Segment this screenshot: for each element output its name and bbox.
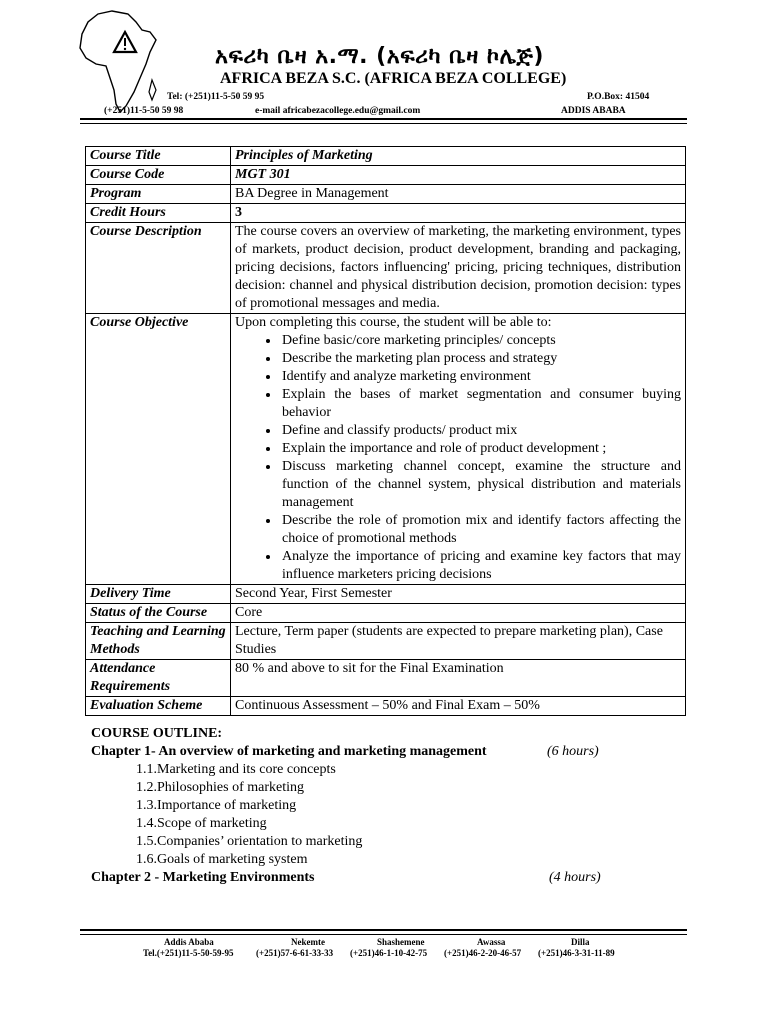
status-value: Core — [231, 604, 686, 623]
branch-name: Addis Ababa — [164, 937, 214, 947]
delivery-time-value: Second Year, First Semester — [231, 585, 686, 604]
list-item: • Identify and analyze marketing environment — [280, 368, 681, 386]
header-tel-2: (+251)11-5-50 59 98 — [104, 106, 184, 116]
table-row — [86, 314, 686, 585]
course-info-table — [85, 146, 686, 716]
table-row — [86, 204, 686, 223]
header-tel: Tel: (+251)11-5-50 59 95 — [167, 92, 265, 102]
course-title-label: Course Title — [86, 147, 231, 166]
branch-phone: (+251)57-6-61-33-33 — [256, 948, 334, 958]
branch-name: Nekemte — [291, 937, 325, 947]
list-item: • Explain the importance and role of product development ; — [280, 440, 681, 458]
branch-name: Awassa — [477, 937, 506, 947]
objective-list — [235, 332, 681, 584]
evaluation-label: Evaluation Scheme — [86, 697, 231, 716]
table-row — [86, 585, 686, 604]
table-row — [86, 697, 686, 716]
list-item: • Describe the marketing plan process and strategy — [280, 350, 681, 368]
program-value: BA Degree in Management — [231, 185, 686, 204]
college-name-amharic: አፍሪካ ቤዛ አ.ማ. (አፍሪካ ቤዛ ኮሌጅ) — [215, 44, 544, 69]
list-item: • Explain the bases of market segmentation and consumer buying behavior — [280, 386, 681, 422]
course-objective-value — [231, 314, 686, 585]
objective-intro: Upon completing this course, the student will be able to: — [235, 315, 552, 330]
table-row — [86, 185, 686, 204]
evaluation-value: Continuous Assessment – 50% and Final Exam – 50% — [231, 697, 686, 716]
course-code-value: MGT 301 — [231, 166, 686, 185]
africa-map-logo — [76, 8, 162, 118]
list-item: 1.2.Philosophies of marketing — [136, 780, 304, 795]
attendance-value: 80 % and above to sit for the Final Examination — [231, 660, 686, 697]
table-row — [86, 147, 686, 166]
list-item: 1.4.Scope of marketing — [136, 816, 267, 831]
header-rule-thin — [80, 123, 687, 124]
credit-hours-value: 3 — [231, 204, 686, 223]
header-rule — [80, 118, 687, 120]
list-item: 1.1.Marketing and its core concepts — [136, 762, 336, 777]
college-name-english: AFRICA BEZA S.C. (AFRICA BEZA COLLEGE) — [220, 70, 567, 87]
program-label: Program — [86, 185, 231, 204]
course-title-value: Principles of Marketing — [231, 147, 686, 166]
attendance-label: Attendance Requirements — [86, 660, 231, 697]
teaching-methods-value: Lecture, Term paper (students are expected to prepare marketing plan), Case Studies — [231, 623, 686, 660]
table-row — [86, 223, 686, 314]
table-row — [86, 623, 686, 660]
list-item: • Analyze the importance of pricing and examine key factors that may influence marketers pricing decisions — [280, 548, 681, 584]
header-pobox: P.O.Box: 41504 — [587, 92, 650, 102]
chapter-1-title: Chapter 1- An overview of marketing and marketing management — [91, 744, 487, 759]
chapter-2-hours: (4 hours) — [549, 870, 601, 885]
branch-phone: (+251)46-3-31-11-89 — [538, 948, 615, 958]
chapter-1-hours: (6 hours) — [547, 744, 599, 759]
course-objective-label: Course Objective — [86, 314, 231, 585]
branch-name: Dilla — [571, 937, 590, 947]
footer-rule-thin — [80, 934, 687, 935]
header-city: ADDIS ABABA — [561, 106, 626, 116]
list-item: 1.3.Importance of marketing — [136, 798, 297, 813]
course-code-label: Course Code — [86, 166, 231, 185]
branch-phone: (+251)46-1-10-42-75 — [350, 948, 428, 958]
header-email: e-mail africabezacollege.edu@gmail.com — [255, 106, 421, 116]
course-description-label: Course Description — [86, 223, 231, 314]
list-item: • Discuss marketing channel concept, examine the structure and function of the channel system, physical distribution and materials management — [280, 458, 681, 512]
list-item: 1.6.Goals of marketing system — [136, 852, 308, 867]
list-item: 1.5.Companies’ orientation to marketing — [136, 834, 363, 849]
delivery-time-label: Delivery Time — [86, 585, 231, 604]
branch-name: Shashemene — [377, 937, 425, 947]
list-item: • Describe the role of promotion mix and identify factors affecting the choice of promotional methods — [280, 512, 681, 548]
list-item: • Define and classify products/ product mix — [280, 422, 681, 440]
footer-rule — [80, 929, 687, 931]
table-row — [86, 604, 686, 623]
chapter-2-title: Chapter 2 - Marketing Environments — [91, 870, 315, 885]
table-row — [86, 660, 686, 697]
status-label: Status of the Course — [86, 604, 231, 623]
branch-phone: (+251)46-2-20-46-57 — [444, 948, 522, 958]
credit-hours-label: Credit Hours — [86, 204, 231, 223]
branch-phone: Tel.(+251)11-5-50-59-95 — [143, 948, 234, 958]
outline-heading: COURSE OUTLINE: — [91, 726, 223, 741]
table-row — [86, 166, 686, 185]
course-description-value: The course covers an overview of marketing, the marketing environment, types of markets, product decision, product development, branding and packaging, pricing decisions, factors influencing' pricing, pricing techniques, distribution decision: channel and physical distribution decision, promotion decision: types of promotional messages and media. — [231, 223, 686, 314]
list-item: • Define basic/core marketing principles/ concepts — [280, 332, 681, 350]
teaching-methods-label: Teaching and Learning Methods — [86, 623, 231, 660]
